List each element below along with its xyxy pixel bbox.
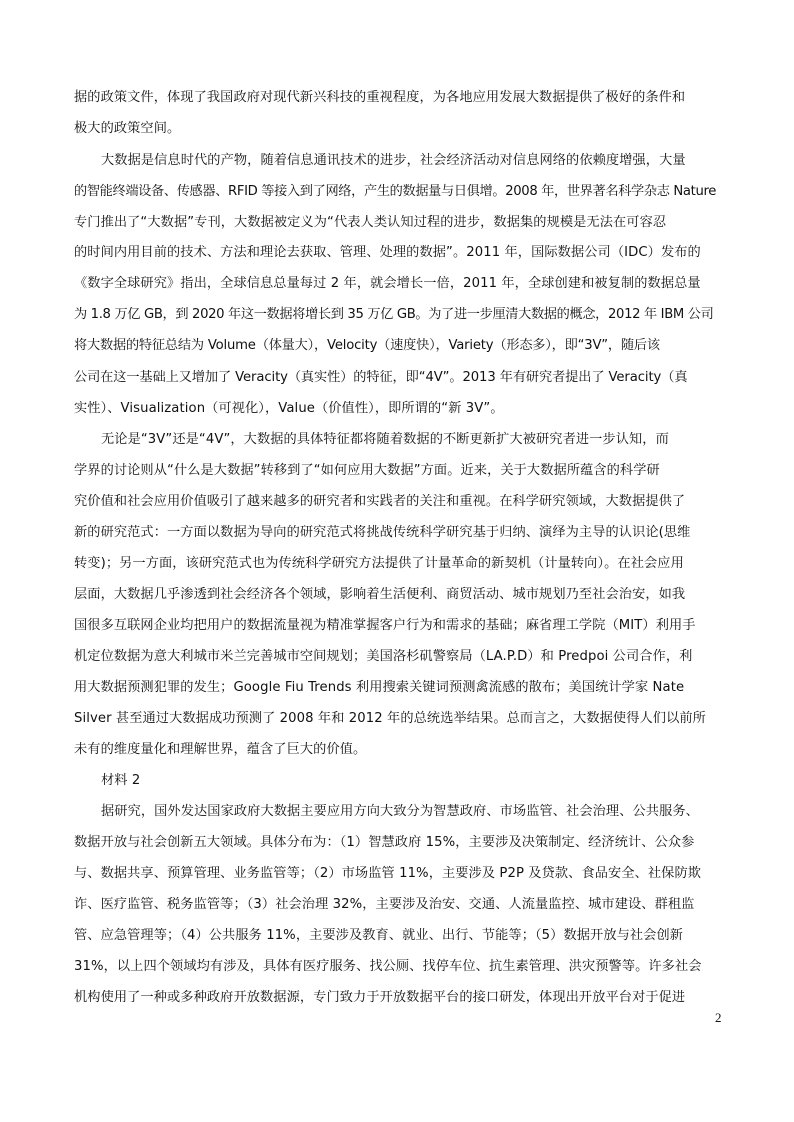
text-line: 与、数据共享、预算管理、业务监管等；（2）市场监管 11%，主要涉及 P2P 及贷款、食品安全、社保防欺 xyxy=(74,866,702,881)
text-line: 据的政策文件，体现了我国政府对现代新兴科技的重视程度，为各地应用发展大数据提供了极好的条件和 xyxy=(74,90,686,105)
text-line: 将大数据的特征总结为 Volume（体量大），Velocity（速度快），Variety（形态多），即“3V”，随后该 xyxy=(74,338,660,353)
text-line: 实性）、Visualization（可视化），Value（价值性），即所谓的“新 3V”。 xyxy=(74,401,504,416)
text-line: 管、应急管理等；（4）公共服务 11%，主要涉及教育、就业、出行、节能等；（5）数据开放与社会创新 xyxy=(74,928,684,943)
text-line: 的智能终端设备、传感器、RFID 等接入到了网络，产生的数据量与日俱增。2008 年，世界著名科学杂志 Nature xyxy=(74,184,717,199)
text-line: 数据开放与社会创新五大领域。具体分布为：（1）智慧政府 15%，主要涉及决策制定、经济统计、公众参 xyxy=(74,835,695,850)
text-line: 层面，大数据几乎渗透到社会经济各个领域，影响着生活便利、商贸活动、城市规划乃至社会治安，如我 xyxy=(74,587,686,602)
text-line: 机构使用了一种或多种政府开放数据源，专门致力于开放数据平台的接口研发，体现出开放平台对于促进 xyxy=(74,990,686,1005)
text-line: 无论是“3V”还是“4V”，大数据的具体特征都将随着数据的不断更新扩大被研究者进一步认知，而 xyxy=(101,432,669,447)
text-line: 的时间内用目前的技术、方法和理论去获取、管理、处理的数据”。2011 年，国际数据公司（IDC）发布的 xyxy=(74,245,701,260)
text-line: 未有的维度量化和理解世界，蕴含了巨大的价值。 xyxy=(74,742,367,757)
text-line: 为 1.8 万亿 GB，到 2020 年这一数据将增长到 35 万亿 GB。为了进一步厘清大数据的概念，2012 年 IBM 公司 xyxy=(74,307,714,322)
text-line: Silver 甚至通过大数据成功预测了 2008 年和 2012 年的总统选举结果。总而言之，大数据使得人们以前所 xyxy=(74,711,706,726)
section-heading: 材料 2 xyxy=(101,773,141,788)
text-line: 诈、医疗监管、税务监管等；（3）社会治理 32%，主要涉及治安、交通、人流量监控、城市建设、群租监 xyxy=(74,897,695,912)
text-line: 转变)；另一方面，该研究范式也为传统科学研究方法提供了计量革命的新契机（计量转向）。在社会应用 xyxy=(74,556,684,571)
text-line: 国很多互联网企业均把用户的数据流量视为精准掌握客户行为和需求的基础；麻省理工学院（MIT）利用手 xyxy=(74,618,696,633)
text-line: 学界的讨论则从“什么是大数据”转移到了“如何应用大数据”方面。近来，关于大数据所蕴含的科学研 xyxy=(74,463,660,478)
text-line: 专门推出了“大数据”专刊，大数据被定义为“代表人类认知过程的进步，数据集的规模是无法在可容忍 xyxy=(74,215,667,230)
text-line: 据研究，国外发达国家政府大数据主要应用方向大致分为智慧政府、市场监管、社会治理、公共服务、 xyxy=(101,804,699,819)
text-line: 《数字全球研究》指出，全球信息总量每过 2 年，就会增长一倍，2011 年，全球创建和被复制的数据总量 xyxy=(74,276,701,291)
text-line: 究价值和社会应用价值吸引了越来越多的研究者和实践者的关注和重视。在科学研究领域，大数据提供了 xyxy=(74,494,686,509)
text-line: 用大数据预测犯罪的发生；Google Fiu Trends 利用搜索关键词预测禽流感的散布；美国统计学家 Nate xyxy=(74,680,685,695)
text-line: 机定位数据为意大利城市米兰完善城市空间规划；美国洛杉矶警察局（LA.P.D）和 Predpoi 公司合作，利 xyxy=(74,649,693,664)
text-line: 大数据是信息时代的产物，随着信息通讯技术的进步，社会经济活动对信息网络的依赖度增强，大量 xyxy=(101,153,686,168)
text-line: 31%，以上四个领域均有涉及，具体有医疗服务、找公厕、找停车位、抗生素管理、洪灾预警等。许多社会 xyxy=(74,959,702,974)
text-line: 公司在这一基础上又增加了 Veracity（真实性）的特征，即“4V”。2013 年有研究者提出了 Veracity（真 xyxy=(74,370,688,385)
page-number: 2 xyxy=(715,1010,722,1025)
text-line: 极大的政策空间。 xyxy=(74,121,181,136)
text-line: 新的研究范式：一方面以数据为导向的研究范式将挑战传统科学研究基于归纳、演绎为主导的认识论(思维 xyxy=(74,525,691,540)
